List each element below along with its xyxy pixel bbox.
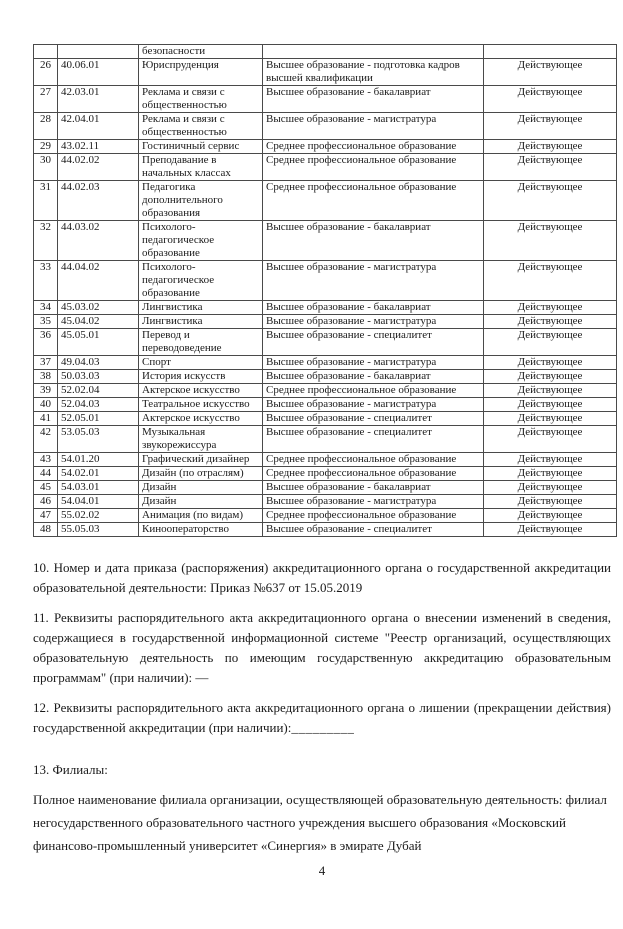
paragraph-10-order-number: 10. Номер и дата приказа (распоряжения) аккредитационного органа о государственной аккредитации образовательной деятельности: Приказ №637 от 15.05.2019 xyxy=(33,560,611,595)
cell-num: 26 xyxy=(34,59,58,86)
blank-underline: _________ xyxy=(291,720,355,735)
cell-level: Высшее образование - подготовка кадров высшей квалификации xyxy=(263,59,484,86)
cell-name: Театральное искусство xyxy=(139,398,263,412)
cell-status: Действующее xyxy=(484,221,617,261)
cell-code: 42.04.01 xyxy=(58,113,139,140)
table-row xyxy=(34,154,617,181)
cell-name: безопасности xyxy=(139,45,263,59)
cell-name: Лингвистика xyxy=(139,301,263,315)
cell-status: Действующее xyxy=(484,261,617,301)
cell-status: Действующее xyxy=(484,356,617,370)
cell-level: Высшее образование - специалитет xyxy=(263,523,484,537)
cell-name: Дизайн xyxy=(139,495,263,509)
cell-num: 48 xyxy=(34,523,58,537)
cell-name: Гостиничный сервис xyxy=(139,140,263,154)
cell-status: Действующее xyxy=(484,398,617,412)
cell-code: 52.04.03 xyxy=(58,398,139,412)
paragraph-12-revocation xyxy=(33,698,611,738)
cell-name: Музыкальная звукорежиссура xyxy=(139,426,263,453)
cell-status: Действующее xyxy=(484,467,617,481)
cell-level: Высшее образование - бакалавриат xyxy=(263,86,484,113)
cell-name: Реклама и связи с общественностью xyxy=(139,113,263,140)
cell-level: Среднее профессиональное образование xyxy=(263,181,484,221)
paragraph-11-amendments: 11. Реквизиты распорядительного акта аккредитационного органа о внесении изменений в сведения, содержащиеся в государственной информационной системе "Реестр организаций, осуществляющих образовательную деятельность по имеющим государственную аккредитацию образовательным программам" (при наличии): — xyxy=(33,610,611,685)
cell-name: История искусств xyxy=(139,370,263,384)
cell-level: Высшее образование - магистратура xyxy=(263,495,484,509)
cell-level: Высшее образование - магистратура xyxy=(263,315,484,329)
cell-num: 46 xyxy=(34,495,58,509)
cell-code: 54.02.01 xyxy=(58,467,139,481)
table-row xyxy=(34,59,617,86)
cell-code: 50.03.03 xyxy=(58,370,139,384)
table-row xyxy=(34,329,617,356)
cell-num: 35 xyxy=(34,315,58,329)
table-row xyxy=(34,495,617,509)
cell-code: 44.04.02 xyxy=(58,261,139,301)
cell-num: 27 xyxy=(34,86,58,113)
cell-code: 44.03.02 xyxy=(58,221,139,261)
table-row xyxy=(34,453,617,467)
table-row xyxy=(34,356,617,370)
cell-level: Среднее профессиональное образование xyxy=(263,467,484,481)
cell-code: 43.02.11 xyxy=(58,140,139,154)
cell-num: 34 xyxy=(34,301,58,315)
table-row xyxy=(34,509,617,523)
cell-status xyxy=(484,45,617,59)
cell-level: Высшее образование - специалитет xyxy=(263,426,484,453)
table-row xyxy=(34,301,617,315)
table-row xyxy=(34,426,617,453)
table-row xyxy=(34,370,617,384)
table-row xyxy=(34,113,617,140)
cell-name: Актерское искусство xyxy=(139,384,263,398)
cell-num: 47 xyxy=(34,509,58,523)
cell-code: 44.02.03 xyxy=(58,181,139,221)
cell-status: Действующее xyxy=(484,315,617,329)
cell-num: 29 xyxy=(34,140,58,154)
cell-name: Кинооператорство xyxy=(139,523,263,537)
cell-level: Высшее образование - бакалавриат xyxy=(263,221,484,261)
cell-status: Действующее xyxy=(484,370,617,384)
cell-code: 53.05.03 xyxy=(58,426,139,453)
cell-name: Реклама и связи с общественностью xyxy=(139,86,263,113)
table-row xyxy=(34,140,617,154)
paragraph-12-text: 12. Реквизиты распорядительного акта аккредитационного органа о лишении (прекращении действия) государственной аккредитации (при наличии): xyxy=(33,700,611,735)
cell-level xyxy=(263,45,484,59)
cell-code: 40.06.01 xyxy=(58,59,139,86)
cell-status: Действующее xyxy=(484,329,617,356)
cell-level: Высшее образование - бакалавриат xyxy=(263,301,484,315)
table-row xyxy=(34,481,617,495)
cell-level: Среднее профессиональное образование xyxy=(263,453,484,467)
cell-code: 45.04.02 xyxy=(58,315,139,329)
paragraph-13-branches-heading: 13. Филиалы: xyxy=(33,762,108,777)
table-row xyxy=(34,261,617,301)
cell-name: Психолого-педагогическое образование xyxy=(139,221,263,261)
cell-level: Высшее образование - магистратура xyxy=(263,356,484,370)
cell-level: Высшее образование - магистратура xyxy=(263,113,484,140)
table-row xyxy=(34,181,617,221)
cell-status: Действующее xyxy=(484,154,617,181)
cell-code: 45.03.02 xyxy=(58,301,139,315)
cell-num: 41 xyxy=(34,412,58,426)
cell-status: Действующее xyxy=(484,301,617,315)
cell-status: Действующее xyxy=(484,523,617,537)
page-number: 4 xyxy=(318,863,326,878)
cell-code: 52.05.01 xyxy=(58,412,139,426)
cell-status: Действующее xyxy=(484,495,617,509)
cell-status: Действующее xyxy=(484,509,617,523)
cell-level: Среднее профессиональное образование xyxy=(263,154,484,181)
cell-num: 43 xyxy=(34,453,58,467)
cell-num: 28 xyxy=(34,113,58,140)
table-row xyxy=(34,384,617,398)
table-row xyxy=(34,398,617,412)
cell-status: Действующее xyxy=(484,59,617,86)
cell-num: 40 xyxy=(34,398,58,412)
cell-status: Действующее xyxy=(484,481,617,495)
cell-code: 52.02.04 xyxy=(58,384,139,398)
cell-name: Актерское искусство xyxy=(139,412,263,426)
cell-code: 44.02.02 xyxy=(58,154,139,181)
cell-num: 33 xyxy=(34,261,58,301)
cell-status: Действующее xyxy=(484,181,617,221)
cell-status: Действующее xyxy=(484,426,617,453)
table-row xyxy=(34,45,617,59)
cell-code: 42.03.01 xyxy=(58,86,139,113)
cell-name: Педагогика дополнительного образования xyxy=(139,181,263,221)
cell-name: Анимация (по видам) xyxy=(139,509,263,523)
cell-status: Действующее xyxy=(484,412,617,426)
cell-name: Лингвистика xyxy=(139,315,263,329)
cell-num xyxy=(34,45,58,59)
cell-status: Действующее xyxy=(484,86,617,113)
cell-num: 42 xyxy=(34,426,58,453)
cell-code: 55.02.02 xyxy=(58,509,139,523)
cell-status: Действующее xyxy=(484,384,617,398)
cell-level: Среднее профессиональное образование xyxy=(263,509,484,523)
cell-num: 39 xyxy=(34,384,58,398)
cell-name: Графический дизайнер xyxy=(139,453,263,467)
cell-name: Юриспруденция xyxy=(139,59,263,86)
cell-code: 54.04.01 xyxy=(58,495,139,509)
table-row xyxy=(34,523,617,537)
cell-num: 30 xyxy=(34,154,58,181)
cell-status: Действующее xyxy=(484,113,617,140)
cell-level: Высшее образование - магистратура xyxy=(263,261,484,301)
cell-name: Перевод и переводоведение xyxy=(139,329,263,356)
cell-level: Среднее профессиональное образование xyxy=(263,140,484,154)
cell-name: Спорт xyxy=(139,356,263,370)
table-row xyxy=(34,221,617,261)
cell-num: 32 xyxy=(34,221,58,261)
cell-code: 45.05.01 xyxy=(58,329,139,356)
cell-level: Высшее образование - специалитет xyxy=(263,412,484,426)
table-row xyxy=(34,412,617,426)
table-row xyxy=(34,86,617,113)
cell-name: Дизайн xyxy=(139,481,263,495)
cell-level: Среднее профессиональное образование xyxy=(263,384,484,398)
cell-code: 54.01.20 xyxy=(58,453,139,467)
cell-code: 54.03.01 xyxy=(58,481,139,495)
cell-level: Высшее образование - бакалавриат xyxy=(263,370,484,384)
cell-level: Высшее образование - специалитет xyxy=(263,329,484,356)
cell-num: 45 xyxy=(34,481,58,495)
table-row xyxy=(34,467,617,481)
programs-table-body xyxy=(34,45,617,537)
cell-level: Высшее образование - магистратура xyxy=(263,398,484,412)
accredited-programs-table xyxy=(33,44,617,537)
cell-name: Преподавание в начальных классах xyxy=(139,154,263,181)
cell-code xyxy=(58,45,139,59)
cell-code: 49.04.03 xyxy=(58,356,139,370)
branch-full-name-paragraph: Полное наименование филиала организации, осуществляющей образовательную деятельность: филиал негосударственного образовательного частного учреждения высшего образования «Московский финансово-промышленный университет «Синергия» в эмирате Дубай xyxy=(33,792,607,853)
cell-level: Высшее образование - бакалавриат xyxy=(263,481,484,495)
cell-num: 36 xyxy=(34,329,58,356)
cell-status: Действующее xyxy=(484,140,617,154)
cell-num: 44 xyxy=(34,467,58,481)
cell-num: 37 xyxy=(34,356,58,370)
cell-num: 38 xyxy=(34,370,58,384)
table-row xyxy=(34,315,617,329)
cell-status: Действующее xyxy=(484,453,617,467)
cell-name: Дизайн (по отраслям) xyxy=(139,467,263,481)
cell-name: Психолого-педагогическое образование xyxy=(139,261,263,301)
cell-num: 31 xyxy=(34,181,58,221)
cell-code: 55.05.03 xyxy=(58,523,139,537)
